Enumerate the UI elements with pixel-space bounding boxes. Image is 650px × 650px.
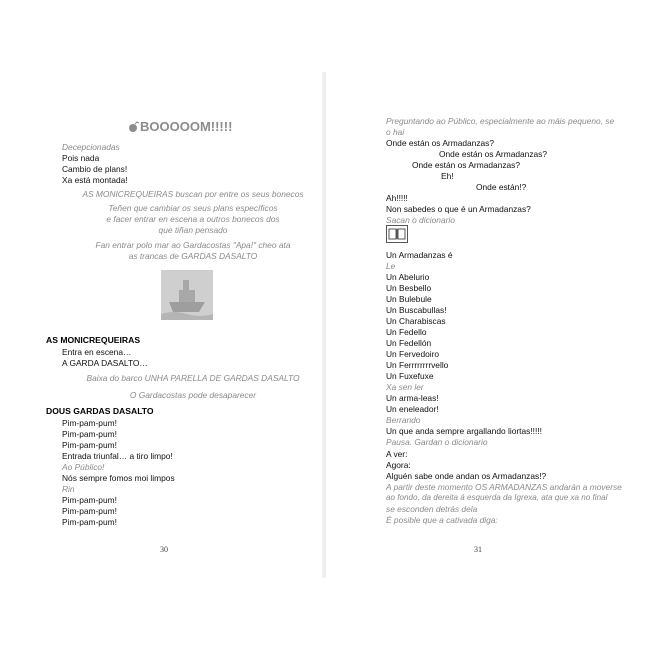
dialogue-line: Un Ferrrrrrrrvello — [386, 360, 449, 370]
stage-direction: as trancas de GARDAS DASALTO — [128, 251, 258, 261]
dialogue-line: Onde están os Armadanzas? — [386, 138, 495, 148]
dialogue-line: Agora: — [386, 460, 411, 470]
stage-direction: Decepcionadas — [62, 142, 120, 152]
dialogue-line: Entrada triunfal… a tiro limpo! — [62, 451, 173, 461]
dictionary-book-icon — [386, 225, 408, 243]
stage-direction: Ao Público! — [62, 462, 105, 472]
dialogue-line: Un Fuxefuxe — [386, 371, 434, 381]
page-number: 31 — [474, 545, 482, 554]
dialogue-line: Non sabedes o que é un Armadanzas? — [386, 204, 531, 214]
page-number: 30 — [160, 545, 168, 554]
dialogue-line: Pois nada — [62, 153, 100, 163]
dialogue-line: Xa está montada! — [62, 175, 128, 185]
right-page — [326, 72, 622, 578]
dialogue-line: Un Fedello — [386, 327, 427, 337]
dialogue-line: Un Fedellón — [386, 338, 432, 348]
stage-direction: Le — [386, 261, 396, 271]
dialogue-line: Ah!!!!! — [386, 193, 408, 203]
stage-direction: Sacan o dicionario — [386, 215, 455, 225]
dialogue-line: Pim-pam-pum! — [62, 440, 117, 450]
stage-direction: Teñen que cambiar os seus plans específicos — [108, 203, 278, 213]
dialogue-line: Un Abelurio — [386, 272, 430, 282]
stage-direction: Rin — [62, 484, 75, 494]
dialogue-line: Onde están!? — [476, 182, 527, 192]
stage-direction: Pausa. Gardan o dicionario — [386, 437, 488, 447]
character-heading: DOUS GARDAS DASALTO — [46, 406, 154, 416]
dialogue-line: Pim-pam-pum! — [62, 495, 117, 505]
dialogue-line: Un Armadanzas é — [386, 250, 453, 260]
character-heading: AS MONICREQUEIRAS — [46, 335, 141, 345]
dialogue-line: Un Buscabullas! — [386, 305, 447, 315]
dialogue-line: Pim-pam-pum! — [62, 429, 117, 439]
dialogue-line: Pim-pam-pum! — [62, 418, 117, 428]
dialogue-line: Nós sempre fomos moi limpos — [62, 473, 175, 483]
stage-direction: e facer entrar en escena a outros bonecos dos — [106, 214, 280, 224]
dialogue-line: Un Charabiscas — [386, 316, 446, 326]
dialogue-line: Pim-pam-pum! — [62, 506, 117, 516]
stage-direction: É posible que a cativada diga: — [386, 515, 498, 525]
dialogue-line: Un Fervedoiro — [386, 349, 440, 359]
dialogue-line: Cambio de plans! — [62, 164, 128, 174]
stage-direction: AS MONICREQUEIRAS buscan por entre os seus bonecos — [82, 189, 304, 199]
dialogue-line: Pim-pam-pum! — [62, 517, 117, 527]
stage-direction: ao fondo, da dereita á esquerda da Igrexa, ata que xa no final — [386, 493, 608, 502]
stage-direction: Baixa do barco UNHA PARELLA DE GARDAS DASALTO — [86, 373, 300, 383]
dialogue-line: Un eneleador! — [386, 404, 439, 414]
dialogue-line: Onde están os Armadanzas? — [412, 160, 521, 170]
dialogue-line: Alguén sabe onde andan os Armadanzas!? — [386, 471, 547, 481]
stage-direction: A partir deste momento OS ARMADANZAS andarán a moverse — [386, 482, 622, 492]
dialogue-line: Un Besbello — [386, 283, 432, 293]
dialogue-line: Un arma-leas! — [386, 393, 439, 403]
dialogue-line: Un Bulebule — [386, 294, 432, 304]
dialogue-line: A ver: — [386, 449, 408, 459]
dialogue-line: Eh! — [441, 171, 454, 181]
bomb-icon — [128, 121, 140, 133]
stage-direction: se esconden detrás dela — [386, 504, 478, 514]
stage-direction: Berrando — [386, 415, 421, 425]
dialogue-line: Entra en escena… — [62, 347, 132, 357]
coast-guard-ship-illustration — [161, 270, 213, 320]
boom-title: BOOOOOM!!!!! — [140, 119, 233, 134]
left-page — [46, 72, 322, 578]
dialogue-line: Onde están os Armadanzas? — [439, 149, 548, 159]
stage-direction: Preguntando ao Público, especialmente ao máis pequeno, se — [386, 116, 615, 126]
stage-direction: O Gardacostas pode desaparecer — [129, 390, 257, 400]
stage-direction: o hai — [386, 127, 405, 137]
stage-direction: que tiñan pensado — [158, 225, 228, 235]
stage-direction: Xa sen ler — [386, 382, 424, 392]
stage-direction: Fan entrar polo mar ao Gardacostas "Apa!" cheo ata — [95, 240, 291, 250]
dialogue-line: Un que anda sempre argallando liortas!!!!! — [386, 426, 542, 436]
dialogue-line: A GARDA DASALTO… — [62, 358, 148, 368]
